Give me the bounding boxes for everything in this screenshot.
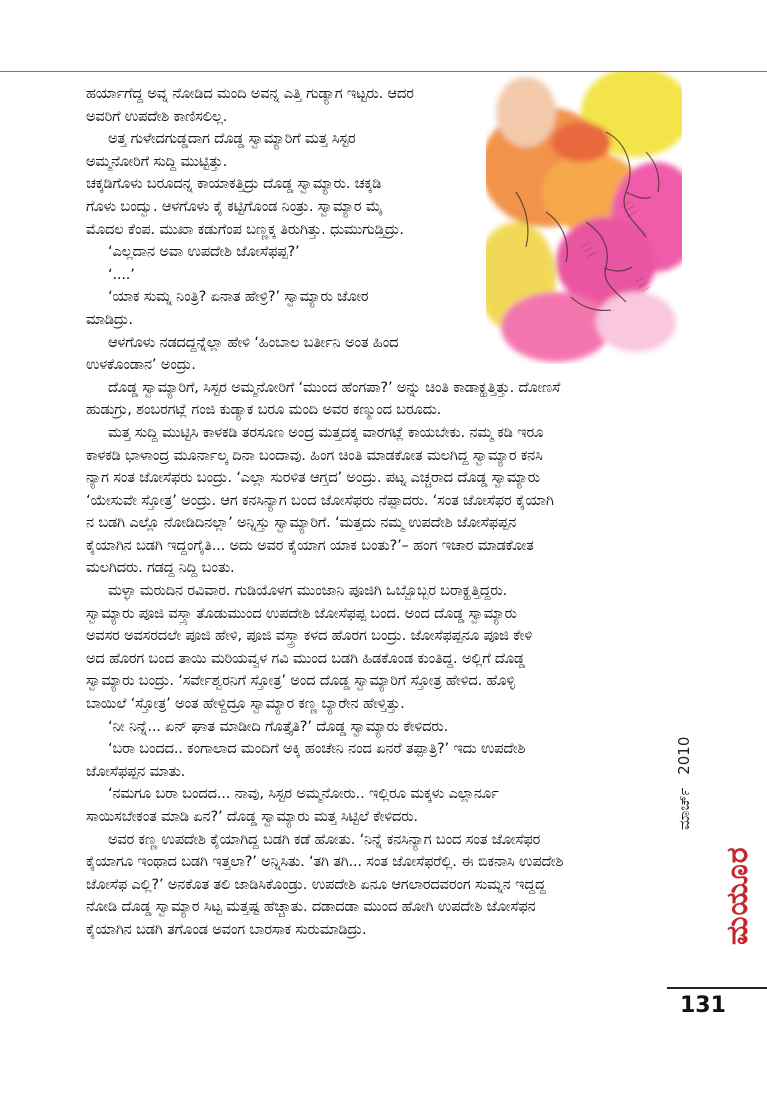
text-line: ಜೋಸೆಫ ಎಲ್ಲಿ?’ ಅನಕೊತ ತಲಿ ಜಾಡಿಸಿಕೊಂಡ್ರು. ಉಪದೇಶಿ ಏನೂ ಆಗಲಾರದವರಂಗ ಸುಮ್ನನ ಇದ್ದದ್ದ [86,875,546,893]
text-line: ಮಾಡಿದ್ರು. [86,310,133,328]
text-line: ಚಕ್ಕಡಿಗೊಳು ಬರೂದನ್ನ ಕಾಯಾಕತ್ತಿದ್ರು ದೊಡ್ಡ ಸ್ವಾಮ್ಯಾರು. ಚಕ್ಕಡಿ [86,175,382,193]
text-line: ಕೈಯಾಗಿನ ಬಡಗಿ ಇದ್ದಂಗೈತಿ... ಅದು ಅವರ ಕೈಯಾಗ ಯಾಕ ಬಂತು?’– ಹಂಗ ಇಚಾರ ಮಾಡಕೋತ [86,536,534,554]
text-line: ಅವರಿಗೆ ಉಪದೇಶಿ ಕಾಣಿಸಲಿಲ್ಲ. [86,107,228,125]
text-line: ಮಳ್ಳಾ ಮರುದಿನ ರವಿವಾರ. ಗುಡಿಯೊಳಗ ಮುಂಜಾನಿ ಪೂಜಿಗಿ ಒಬ್ಬೊಬ್ಬರ ಬರಾಕ್ಹತ್ತಿದ್ದರು. [108,582,508,600]
text-line: ದೊಡ್ಡ ಸ್ವಾಮ್ಯಾರಿಗೆ, ಸಿಸ್ಟರ ಅಮ್ಮನೋರಿಗೆ ‘ಮುಂದ ಹೆಂಗಪಾ?’ ಅನ್ನು ಚಿಂತಿ ಕಾಡಾಕ್ಹತ್ತಿತ್ತು. ದೋಣಸೆ [108,378,561,396]
text-line: ಅತ್ತ ಗುಳೇದಗುಡ್ಡದಾಗ ದೊಡ್ಡ ಸ್ವಾಮ್ಯಾರಿಗೆ ಮತ್ತ ಸಿಸ್ಟರ [108,130,356,148]
issue-year: 2010 [675,736,693,775]
text-line: ಸ್ವಾಮ್ಯಾರು ಬಂದ್ರು. ‘ಸರ್ವೇಶ್ವರನಿಗೆ ಸ್ತೋತ್ರ’ ಅಂದ ದೊಡ್ಡ ಸ್ವಾಮ್ಯಾರಿಗೆ ಸ್ತೋತ್ರ ಹೇಳಿದ. ಹೊಳ್ಳಿ [86,672,516,690]
article-wide-column [86,377,720,942]
text-line: ಆಳಗೊಳು ನಡದದ್ದನ್ನೆಲ್ಲಾ ಹೇಳಿ ‘ಹಿಂಬಾಲ ಬರ್ತೀನಿ ಅಂತ ಹಿಂದ [108,333,399,351]
text-line: ನೋಡಿ ದೊಡ್ಡ ಸ್ವಾಮ್ಯಾರ ಸಿಟ್ಟ ಮತ್ತಷ್ಟ ಹೆಚ್ಚಾತು. ದಡಾದಡಾ ಮುಂದ ಹೋಗಿ ಉಪದೇಶಿ ಜೋಸೆಫನ [86,898,536,916]
text-line: ‘ಎಲ್ಲದಾನ ಅವಾ ಉಪದೇಶಿ ಜೋಸೆಫಪ್ಪ?’ [108,243,300,261]
page-number: 131 [680,993,726,1018]
text-line: ‘....’ [108,265,135,283]
text-line: ‘ಯೇಸುವೇ ಸ್ತೋತ್ರ’ ಅಂದ್ರು. ಆಗ ಕನಸಿನ್ಯಾಗ ಬಂದ ಜೋಸೆಫರು ನೆಪ್ಪಾದರು. ‘ಸಂತ ಜೋಸೆಫರ ಕೈಯಾಗಿ [86,491,554,509]
text-line: ‘ನೀ ನಿನ್ನೆ... ಏನ್ ಘಾತ ಮಾಡೀದಿ ಗೊತ್ತೈತಿ?’ ದೊಡ್ಡ ಸ್ವಾಮ್ಯಾರು ಕೇಳಿದರು. [108,717,449,735]
text-line: ಅವಸರ ಅವಸರದಲೇ ಪೂಜಿ ಹೇಳಿ, ಪೂಜಿ ವಸ್ತ್ರಾ ಕಳದ ಹೊರಗ ಬಂದ್ರು. ಜೋಸೆಫಪ್ಪನೂ ಪೂಜಿ ಕೇಳಿ [86,627,533,645]
text-line: ನ್ಯಾಗ ಸಂತ ಜೋಸೆಫರು ಬಂದ್ರು. ‘ಎಲ್ಲಾ ಸುರಳಿತ ಆಗ್ತದ’ ಅಂದ್ರು. ಪಟ್ನ ಎಚ್ಚರಾದ ದೊಡ್ಡ ಸ್ವಾಮ್ಯಾರು [86,469,540,487]
text-line: ಸಾಯಿಸಬೇಕಂತ ಮಾಡಿ ಏನ?’ ದೊಡ್ಡ ಸ್ವಾಮ್ಯಾರು ಮತ್ತ ಸಿಟ್ಟಿಲೆ ಕೇಳಿದರು. [86,808,418,825]
issue-month: ಮಾರ್ಚ್ [675,787,693,830]
text-line: ಹರ್ಯಾಗೆದ್ದ ಅವ್ನ ನೋಡಿದ ಮಂದಿ ಅವನ್ನ ಎತ್ತಿ ಗುಡ್ಯಾಗ ಇಟ್ಟರು. ಆದರ [86,85,414,102]
text-line: ಮಲಗಿದರು. ಗಡದ್ದ ನಿದ್ದಿ ಬಂತು. [86,559,235,577]
text-line: ಸ್ವಾಮ್ಯಾರು ಪೂಜಿ ವಸ್ತ್ರಾ ತೊಡುಮುಂದ ಉಪದೇಶಿ ಜೋಸೆಫಪ್ಪ ಬಂದ. ಅಂದ ದೊಡ್ಡ ಸ್ವಾಮ್ಯಾರು [86,604,517,622]
text-line: ಉಳಕೊಂಡಾನ’ ಅಂದ್ರು. [86,356,196,374]
text-line: ಅವರ ಕಣ್ಣ ಉಪದೇಶಿ ಕೈಯಾಗಿದ್ದ ಬಡಗಿ ಕಡೆ ಹೋತು. ‘ನಿನ್ನೆ ಕನಸಿನ್ಯಾಗ ಬಂದ ಸಂತ ಜೋಸೆಫರ [108,830,541,848]
text-line: ನ ಬಡಗಿ ಎಲ್ಲೊ ನೋಡಿದಿನಲ್ಲಾ’ ಅನ್ನಿಸ್ತು ಸ್ವಾಮ್ಯಾರಿಗೆ. ‘ಮತ್ತದು ನಮ್ಮ ಉಪದೇಶಿ ಜೋಸೆಫಪ್ಪನ [86,514,517,532]
text-line: ಅಮ್ಮನೋರಿಗೆ ಸುದ್ದಿ ಮುಟ್ಟಿತ್ತು. [86,152,228,170]
text-line: ಜೋಸೆಫಪ್ಪನ ಮಾತು. [86,762,186,780]
text-line: ‘ಬರಾ ಬಂದದ.. ಕಂಗಾಲಾದ ಮಂದಿಗೆ ಅಕ್ಕಿ ಹಂಚೇನಿ ನಂದ ಏನರೆ ತಪ್ಪಾತ್ರಿ?’ ಇದು ಉಪದೇಶಿ [108,740,526,758]
text-line: ಮತ್ತ ಸುದ್ದಿ ಮುಟ್ಟಿಸಿ ಕಾಳಕಡಿ ತರಸೂಣ ಅಂದ್ರ ಮತ್ತದಕ್ಕ ವಾರಗಟ್ಲೆ ಕಾಯಬೇಕು. ನಮ್ಮ ಕಡಿ ಇರೂ [108,423,544,441]
text-line: ಮೊದಲ ಕೆಂಪ. ಮುಖಾ ಕಡುಗೆಂಪ ಬಣ್ಣಕ್ಕ ತಿರುಗಿತ್ತು. ಧುಮುಗುಡ್ತಿದ್ರು. [86,220,404,238]
text-line: ಕೈಯಾಗಿನ ಬಡಗಿ ತಗೊಂಡ ಅವಂಗ ಬಾರಸಾಕ ಸುರುಮಾಡಿದ್ರು. [86,920,367,938]
issue-date [675,729,693,830]
magazine-logo: ಮಯೂರ [720,846,755,945]
text-line: ಅದ ಹೊರಗ ಬಂದ ತಾಯಿ ಮರಿಯವ್ವಳ ಗವಿ ಮುಂದ ಬಡಗಿ ಹಿಡಕೊಂಡ ಕುಂತಿದ್ದ. ಅಲ್ಲಿಗೆ ದೊಡ್ಡ [86,649,525,667]
text-line: ‘ಯಾಕ ಸುಮ್ನ ನಿಂತ್ರಿ? ಏನಾತ ಹೇಳ್ರಿ?’ ಸ್ವಾಮ್ಯಾರು ಜೋರ [108,288,369,306]
watercolor-face-illustration [486,72,682,364]
page-number-rule [667,987,767,989]
text-line: ಹುಡುಗ್ರು, ಶಂಬರಗಟ್ಲೆ ಗಂಜಿ ಕುಡ್ಯಾಕ ಬರೂ ಮಂದಿ ಅವರ ಕಣ್ಮುಂದ ಬರೂದು. [86,401,442,419]
text-line: ಕೈಯಾಗೂ ಇಂಥಾದ ಬಡಗಿ ಇತ್ತಲಾ?’ ಅನ್ನಿಸಿತು. ‘ತಗಿ ತಗಿ... ಸಂತ ಜೋಸೆಫರೆಲ್ಲಿ. ಈ ಬಿಕನಾಸಿ ಉಪದೇಶಿ [86,853,564,871]
text-line: ಬಾಯಿಲೆ ‘ಸ್ತೋತ್ರ’ ಅಂತ ಹೇಳ್ದಿದ್ರೂ ಸ್ವಾಮ್ಯಾರ ಕಣ್ಣ ಬ್ಯಾರೇನ ಹೇಳ್ತಿತ್ತು. [86,695,405,713]
text-line: ಕಾಳಕಡಿ ಭಾಳಾಂದ್ರ ಮೂರ್ನಾಲ್ಕ ದಿನಾ ಬಂದಾವು. ಹಿಂಗ ಚಿಂತಿ ಮಾಡಕೋತ ಮಲಗಿದ್ದ ಸ್ವಾಮ್ಯಾರ ಕನಸಿ [86,446,543,464]
text-line: ‘ನಮಗೂ ಬರಾ ಬಂದದ... ನಾವು, ಸಿಸ್ಟರ ಅಮ್ಮನೋರು.. ಇಲ್ಲಿರೂ ಮಕ್ಕಳು ಎಲ್ಲಾರ್ನೂ [108,785,499,803]
text-line: ಗೊಳು ಬಂದ್ವು. ಆಳಗೊಳು ಕೈ ಕಟ್ಟಿಗೊಂಡ ನಿಂತ್ರು. ಸ್ವಾಮ್ಯಾರ ಮೈ [86,197,383,215]
